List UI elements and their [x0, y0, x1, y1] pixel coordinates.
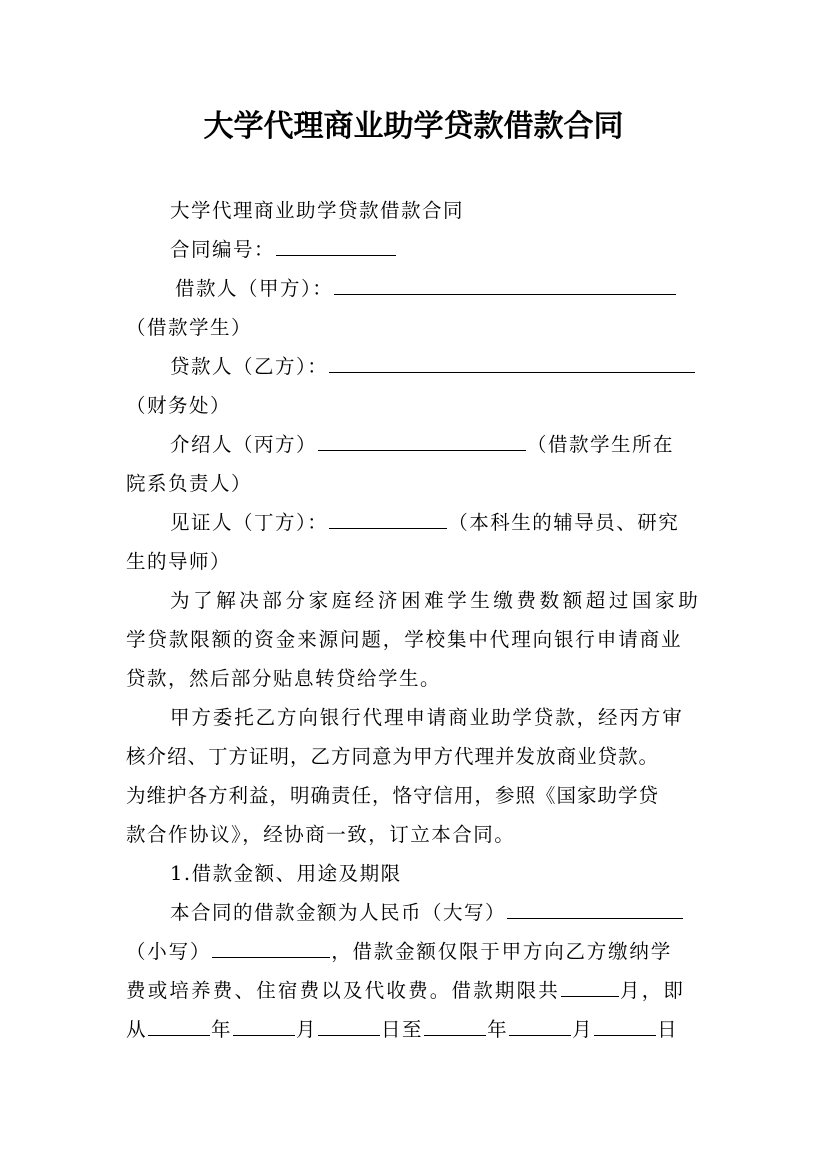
witness-note-cont: 生的导师） — [126, 550, 232, 573]
amount-line — [170, 899, 750, 927]
para1-text1: 为了解决部分家庭经济困难学生缴费数额超过国家助 — [170, 589, 702, 612]
para2-text3: 为维护各方利益，明确责任，恪守信用，参照《国家助学贷 — [126, 784, 660, 807]
to-year-blank — [424, 1016, 486, 1036]
section1-title: 1.借款金额、用途及期限 — [170, 862, 402, 885]
para1-line1 — [170, 587, 750, 615]
para2-text1: 甲方委托乙方向银行代理申请商业助学贷款，经丙方审 — [170, 706, 684, 729]
to-month-blank — [509, 1016, 571, 1036]
para2-line2 — [126, 743, 706, 771]
amount-upper-blank — [507, 899, 683, 919]
section1-heading — [170, 860, 750, 888]
introducer-note: （借款学生所在 — [527, 433, 675, 456]
para1-line3 — [126, 665, 706, 693]
amount-restriction: ，借款金额仅限于甲方向乙方缴纳学 — [331, 940, 673, 963]
fees-line — [126, 977, 706, 1005]
amount-small-blank — [212, 938, 330, 958]
amount-small-line — [126, 938, 706, 966]
borrower-note: （借款学生） — [126, 316, 253, 339]
fees-text: 费或培养费、住宿费以及代收费。借款期限共 — [126, 979, 561, 1002]
introducer-label: 介绍人（丙方） — [170, 433, 318, 456]
para2-line1 — [170, 704, 750, 732]
para2-line4 — [126, 821, 706, 849]
para1-line2 — [126, 626, 706, 654]
contract-number-blank — [276, 236, 396, 256]
from-label: 从 — [126, 1018, 148, 1041]
to-year-label: 年 — [487, 1018, 509, 1041]
from-day-blank — [318, 1016, 380, 1036]
witness-label: 见证人（丁方）： — [170, 511, 329, 534]
witness-blank — [329, 509, 447, 529]
from-month-blank — [233, 1016, 295, 1036]
to-day-label: 日 — [657, 1018, 679, 1041]
borrower-line — [175, 275, 755, 303]
introducer-blank — [318, 431, 526, 451]
subtitle-line — [170, 197, 750, 225]
witness-note: （本科生的辅导员、研究 — [448, 511, 680, 534]
introducer-note-line — [126, 470, 706, 498]
subtitle-text: 大学代理商业助学贷款借款合同 — [170, 199, 465, 222]
from-year-blank — [148, 1016, 210, 1036]
amount-small-label: （小写） — [126, 940, 212, 963]
para2-text2: 核介绍、丁方证明，乙方同意为甲方代理并发放商业贷款。 — [126, 745, 660, 768]
borrower-blank — [334, 275, 676, 295]
para1-text3: 贷款，然后部分贴息转贷给学生。 — [126, 667, 442, 690]
months-blank — [561, 977, 619, 997]
witness-note-line — [126, 548, 706, 576]
lender-note: （财务处） — [126, 394, 232, 417]
introducer-line — [170, 431, 750, 459]
borrower-note-line — [126, 314, 706, 342]
lender-blank — [329, 353, 695, 373]
lender-label: 贷款人（乙方）： — [170, 355, 329, 378]
months-label: 月，即 — [620, 979, 686, 1002]
para2-line3 — [126, 782, 706, 810]
lender-line — [170, 353, 750, 381]
from-month-label: 月 — [296, 1018, 318, 1041]
witness-line — [170, 509, 750, 537]
to-month-label: 月 — [572, 1018, 594, 1041]
contract-number-label: 合同编号： — [170, 238, 276, 261]
to-day-blank — [594, 1016, 656, 1036]
contract-number-line — [170, 236, 750, 264]
lender-note-line — [126, 392, 706, 420]
para1-text2: 学贷款限额的资金来源问题，学校集中代理向银行申请商业 — [126, 628, 683, 651]
to-label: 日至 — [381, 1018, 424, 1041]
amount-label: 本合同的借款金额为人民币（大写） — [170, 901, 507, 924]
para2-text4: 款合作协议》，经协商一致，订立本合同。 — [126, 823, 516, 846]
document-title: 大学代理商业助学贷款借款合同 — [203, 109, 624, 144]
from-year-label: 年 — [211, 1018, 233, 1041]
borrower-label: 借款人（甲方）： — [175, 277, 334, 300]
introducer-note-cont: 院系负责人） — [126, 472, 253, 495]
period-line — [126, 1016, 706, 1044]
